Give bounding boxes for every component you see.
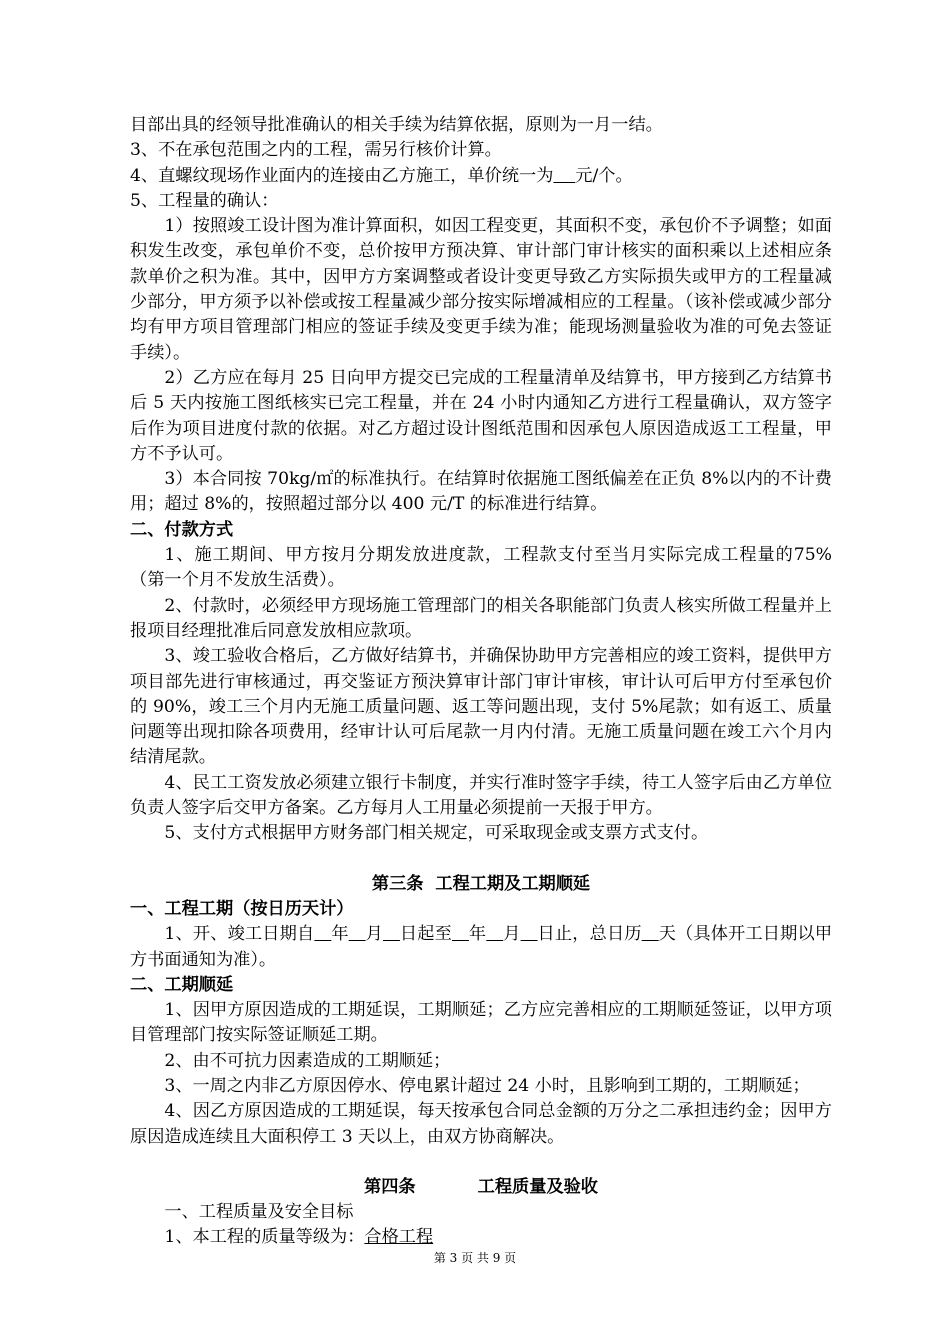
text-line: 目部出具的经领导批准确认的相关手续为结算依据，原则为一月一结。 <box>130 115 663 135</box>
text-line: 3、不在承包范围之内的工程，需另行核价计算。 <box>130 140 502 161</box>
page-footer: 第 3 页 共 9 页 <box>433 1251 517 1265</box>
paragraph: 1、施工期间、甲方按月分期发放进度款，工程款支付至当月实际完成工程量的75%（第一个月不发放生活费）。 <box>130 545 832 591</box>
text-line: 1、本工程的质量等级为：合格工程 <box>164 1227 434 1248</box>
text-line: 一、工程质量及安全目标 <box>164 1202 354 1223</box>
spacer <box>130 847 832 872</box>
paragraph: 4、民工工资发放必须建立银行卡制度，并实行准时签字手续，待工人签字后由乙方单位负责人签字后交甲方备案。乙方每月人工用量必须提前一天报于甲方。 <box>130 772 832 819</box>
document-page <box>130 113 832 1251</box>
section-heading: 二、工期顺延 <box>130 974 234 995</box>
paragraph: 4、因乙方原因造成的工期延误，每天按承包合同总金额的万分之二承担违约金；因甲方原因造成连续且大面积停工 3 天以上，由双方协商解决。 <box>130 1101 832 1147</box>
paragraph: 3）本合同按 70kg/㎡的标准执行。在结算时依据施工图纸偏差在正负 8%以内的不计费用；超过 8%的，按照超过部分以 400 元/T 的标准进行结算。 <box>130 469 832 515</box>
paragraph: 1、开、竣工日期自 年 月 日起至 年 月 日止，总日历 天（具体开工日期以甲方书面通知为准）。 <box>130 924 833 970</box>
text-line: 4、直螺纹现场作业面内的连接由乙方施工，单价统一为 元/个。 <box>130 165 633 186</box>
text-line: 5、工程量的确认： <box>130 190 279 211</box>
paragraph: 2）乙方应在每月 25 日向甲方提交已完成的工程量清单及结算书，甲方接到乙方结算书后 5 天内按施工图纸核实已完工程量，并在 24 小时内通知乙方进行工程量确认，双方签字后作为项目进度付款的依据。对乙方超过设计图纸范围和因承包人原因造成返工工程量，甲方不予认可。 <box>130 367 832 464</box>
paragraph: 5、支付方式根据甲方财务部门相关规定，可采取现金或支票方式支付。 <box>164 823 709 844</box>
paragraph: 1）按照竣工设计图为准计算面积，如因工程变更，其面积不变，承包价不予调整；如面积发生改变，承包单价不变，总价按甲方预决算、审计部门审计核实的面积乘以上述相应条款单价之积为准。其中，因甲方方案调整或者设计变更导致乙方实际损失或甲方的工程量减少部分，甲方须予以补偿或按工程量减少部分按实际增减相应的工程量。（该补偿或减少部分均有甲方项目管理部门相应的签证手续及变更手续为准；能现场测量验收为准的可免去签证手续）。 <box>130 216 832 363</box>
paragraph: 3、竣工验收合格后，乙方做好结算书，并确保协助甲方完善相应的竣工资料，提供甲方项目部先进行审核通过，再交鉴证方预決算审计部门审计审核，审计认可后甲方付至承包价的 90%，竣工三个月内无施工质量问题、返工等问题出现，支付 5%尾款；如有返工、质量问题等出现扣除各项费用，经审计认可后尾款一月内付清。无施工质量问题在竣工六个月内结清尾款。 <box>130 646 832 768</box>
paragraph: 3、一周之内非乙方原因停水、停电累计超过 24 小时，且影响到工期的，工期顺延； <box>164 1075 810 1096</box>
paragraph: 2、由不可抗力因素造成的工期顺延； <box>164 1050 451 1071</box>
section-heading: 二、付款方式 <box>130 519 234 540</box>
paragraph: 2、付款时，必须经甲方现场施工管理部门的相关各职能部门负责人核实所做工程量并上报项目经理批准后同意发放相应款项。 <box>130 595 832 641</box>
spacer <box>130 1150 832 1175</box>
article-title: 第三条 工程工期及工期顺延 <box>371 873 591 894</box>
section-heading: 一、工程工期（按日历天计） <box>130 898 354 919</box>
article-title: 第四条 工程质量及验收 <box>364 1176 598 1197</box>
paragraph: 1、因甲方原因造成的工期延误，工期顺延；乙方应完善相应的工期顺延签证，以甲方项目管理部门按实际签证顺延工期。 <box>130 1000 832 1046</box>
